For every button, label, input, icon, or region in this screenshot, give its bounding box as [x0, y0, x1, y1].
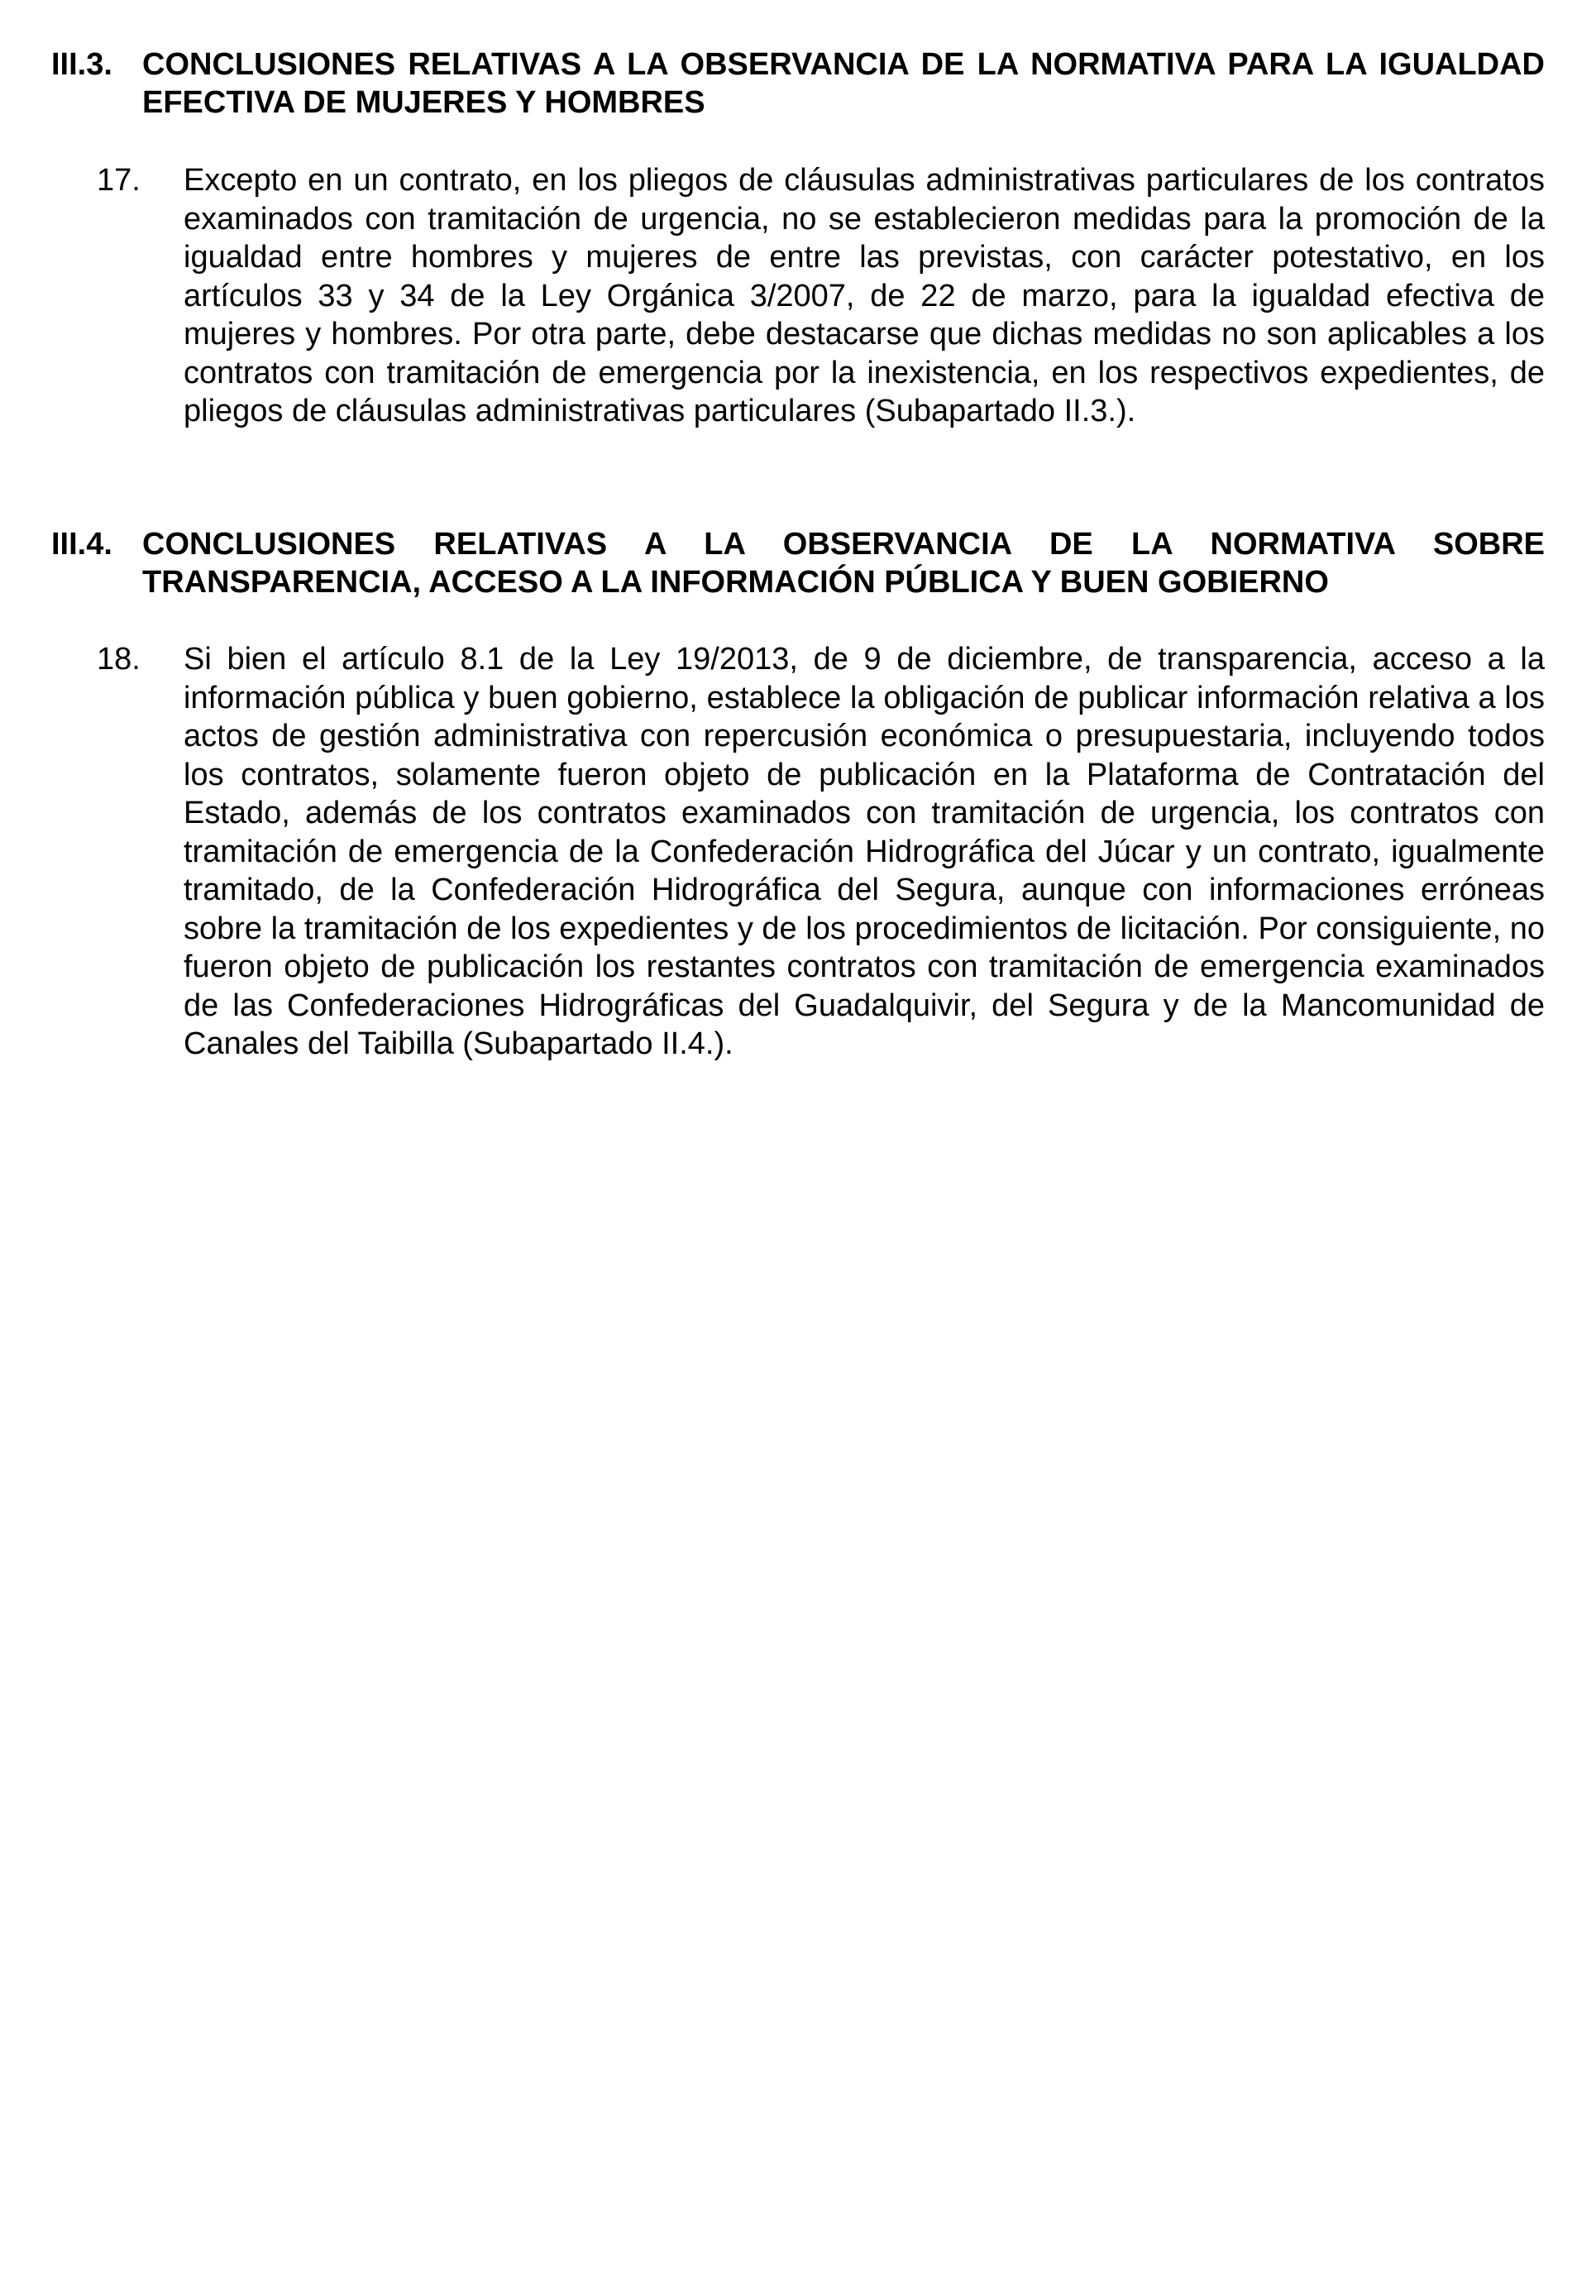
paragraph-number: 18.: [97, 642, 141, 677]
section-heading-iii-4: [51, 525, 1545, 601]
paragraph-number: 17.: [97, 163, 141, 198]
paragraph-18: [51, 640, 1545, 1064]
section-title: CONCLUSIONES RELATIVAS A LA OBSERVANCIA DE LA NORMATIVA SOBRE TRANSPARENCIA, ACCESO A LA INFORMACIÓN PÚBLICA Y BUEN GOBIERNO: [142, 527, 1545, 600]
section-number: III.3.: [51, 47, 112, 82]
paragraph-17: [51, 161, 1545, 431]
paragraph-text: Excepto en un contrato, en los pliegos de cláusulas administrativas particulares de los contratos examinados con tramitación de urgencia, no se establecieron medidas para la promoción de la igualdad entre hombres y mujeres de entre las previstas, con carácter potestativo, en los artículos 33 y 34 de la Ley Orgánica 3/2007, de 22 de marzo, para la igualdad efectiva de mujeres y hombres. Por otra parte, debe destacarse que dichas medidas no son aplicables a los contratos con tramitación de emergencia por la inexistencia, en los respectivos expedientes, de pliegos de cláusulas administrativas particulares (Subapartado II.3.).: [184, 163, 1545, 428]
section-number: III.4.: [51, 527, 112, 562]
section-heading-iii-3: [51, 45, 1545, 122]
section-title: CONCLUSIONES RELATIVAS A LA OBSERVANCIA DE LA NORMATIVA PARA LA IGUALDAD EFECTIVA DE MUJERES Y HOMBRES: [142, 47, 1545, 120]
paragraph-text: Si bien el artículo 8.1 de la Ley 19/2013, de 9 de diciembre, de transparencia, acceso a la información pública y buen gobierno, establece la obligación de publicar información relativa a los actos de gestión administrativa con repercusión económica o presupuestaria, incluyendo todos los contratos, solamente fueron objeto de publicación en la Plataforma de Contratación del Estado, además de los contratos examinados con tramitación de urgencia, los contratos con tramitación de emergencia de la Confederación Hidrográfica del Júcar y un contrato, igualmente tramitado, de la Confederación Hidrográfica del Segura, aunque con informaciones erróneas sobre la tramitación de los expedientes y de los procedimientos de licitación. Por consiguiente, no fueron objeto de publicación los restantes contratos con tramitación de emergencia examinados de las Confederaciones Hidrográficas del Guadalquivir, del Segura y de la Mancomunidad de Canales del Taibilla (Subapartado II.4.).: [184, 642, 1545, 1061]
